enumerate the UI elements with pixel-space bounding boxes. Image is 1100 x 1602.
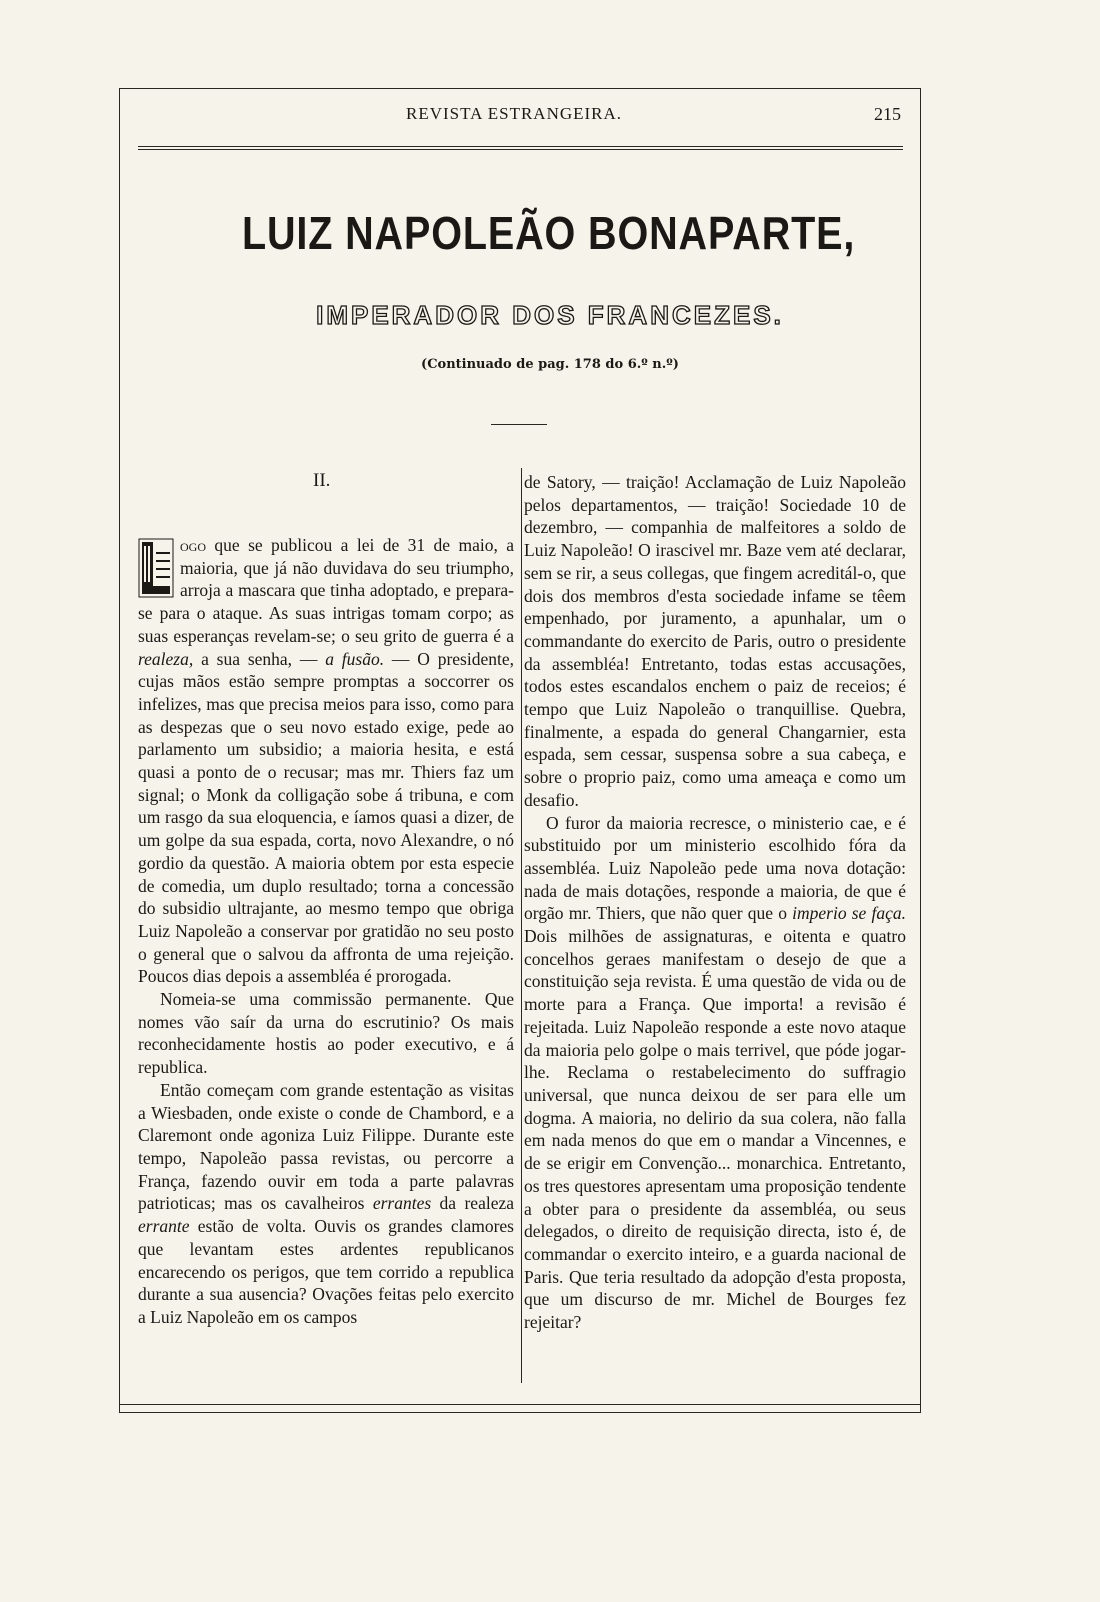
left-column [138, 534, 514, 1329]
italic-text: a fusão. [325, 648, 385, 669]
column-divider [521, 468, 522, 1383]
paragraph [524, 812, 906, 1334]
header-rule-double [138, 149, 903, 150]
header-rule [138, 146, 903, 147]
italic-text: errante [138, 1216, 190, 1237]
body-text: a sua senha, — [193, 648, 326, 669]
article-title: LUIZ NAPOLEÃO BONAPARTE, [241, 207, 856, 259]
dropcap-letter: L [156, 596, 157, 597]
body-text: que se publicou a lei de 31 de maio, a maioria, que já não duvidava do seu triumpho, arroja a mascara que tinha adoptado, e prepara-se para o ataque. As suas intrigas tomam corpo; as suas esperanças revelam-se; o seu grito de guerra é a [138, 535, 514, 646]
paragraph: Nomeia-se uma commissão permanente. Que nomes vão saír da urna do escrutinio? Os mais reconhecidamente hostis ao poder executivo, e á republica. [138, 989, 514, 1078]
paragraph: de Satory, — traição! Acclamação de Luiz Napoleão pelos departamentos, — traição! Sociedade 10 de dezembro, — companhia de malfeitores a soldo de Luiz Napoleão! O irascivel mr. Baze vem até declarar, sem se rir, a seus collegas, que fingem acreditál-o, que dois dos membros d'esta sociedade infame se têem empenhado, por juramento, a apunhalar, um o commandante do exercito de Paris, outro o presidente da assembléa! Entretanto, todas estas accusações, todos estes escandalos enchem o paiz de receios; é tempo que Luiz Napoleão o tranquillise. Quebra, finalmente, a espada do general Changarnier, esta espada, sem cessar, suspensa sobre a sua cabeça, e sobre o proprio paiz, como uma ameaça e como um desafio. [524, 472, 906, 810]
body-text: estão de volta. Ouvis os grandes clamores que levantam estes ardentes republicanos encarecendo os perigos, que tem corrido a republica durante a sua ausencia? Ovações feitas pelo exercito a Luiz Napoleão em os campos [138, 1216, 514, 1327]
section-numeral: II. [313, 470, 331, 491]
italic-text: realeza, [138, 648, 194, 669]
page-number: 215 [874, 104, 901, 124]
continuation-note: (Continuado de pag. 178 do 6.º n.º) [421, 357, 679, 372]
body-text: O furor da maioria recresce, o ministerio cae, e é substituido por um ministerio escolhido fóra da assembléa. Luiz Napoleão pede uma nova dotação: nada de mais dotações, responde a maioria, de que é orgão mr. Thiers, que não quer que o [524, 812, 906, 924]
right-column [524, 471, 906, 1334]
dropcap-l-ornament [138, 538, 174, 598]
body-text: — O presidente, cujas mãos estão sempre promptas a soccorrer os infelizes, mas que precisa meios para isso, como para as despezas que o seu novo estado exige, pede ao parlamento um subsidio; a maioria hesita, e está quasi a ponto de o recusar; mas mr. Thiers faz um signal; o Monk da colligação sobe á tribuna, e com um rasgo da sua eloquencia, e íamos quasi a dizer, de um golpe da sua espada, corta, novo Alexandre, o nó gordio da questão. A maioria obtem por esta especie de comedia, um duplo resultado; torna a concessão do subsidio ultrajante, ao mesmo tempo que obriga Luiz Napoleão a conservar por gratidão no seu posto o general que o salvou da affronta de uma rejeição. Poucos dias depois a assembléa é prorogada. [138, 648, 514, 987]
article-subtitle: IMPERADOR DOS FRANCEZES. [316, 300, 784, 330]
paragraph [138, 534, 514, 988]
italic-text: imperio se faça. [792, 903, 906, 924]
body-text: Então começam com grande estentação as visitas a Wiesbaden, onde existe o conde de Chambord, e a Claremont onde agoniza Luiz Filippe. Durante este tempo, Napoleão passa revistas, ou percorre a França, fazendo ouvir em toda a parte palavras patrioticas; mas os cavalheiros [138, 1079, 514, 1214]
italic-text: errantes [372, 1193, 432, 1214]
title-divider [491, 424, 547, 425]
footer-rule [119, 1404, 921, 1405]
paragraph [138, 1079, 514, 1329]
body-text: Dois milhões de assignaturas, e oitenta e quatro concelhos geraes manifestam o desejo de que a constituição seja revista. É uma questão de vida ou de morte para a França. Que importa! a revisão é rejeitada. Luiz Napoleão responde a este novo ataque da maioria pelo golpe o mais terrivel, que póde jogar-lhe. Reclama o restabelecimento do suffragio universal, que nunca deixou de ser para elle um dogma. A maioria, no delirio da sua colera, não falla em nada menos do que em o mandar a Vincennes, e de se erigir em Convenção... monarchica. Entretanto, os tres questores apresentam uma proposição tendente a obter para o presidente da assembléa, ou seus delegados, o direito de requisição directa, isto é, de commandar o exercito inteiro, e a guarda nacional de Paris. Que teria resultado da adopção d'esta proposta, que um discurso de mr. Michel de Bourges fez rejeitar? [524, 926, 906, 1333]
running-head: REVISTA ESTRANGEIRA. [406, 104, 623, 123]
lead-word: ogo [180, 535, 206, 555]
body-text: da realeza [431, 1193, 514, 1214]
